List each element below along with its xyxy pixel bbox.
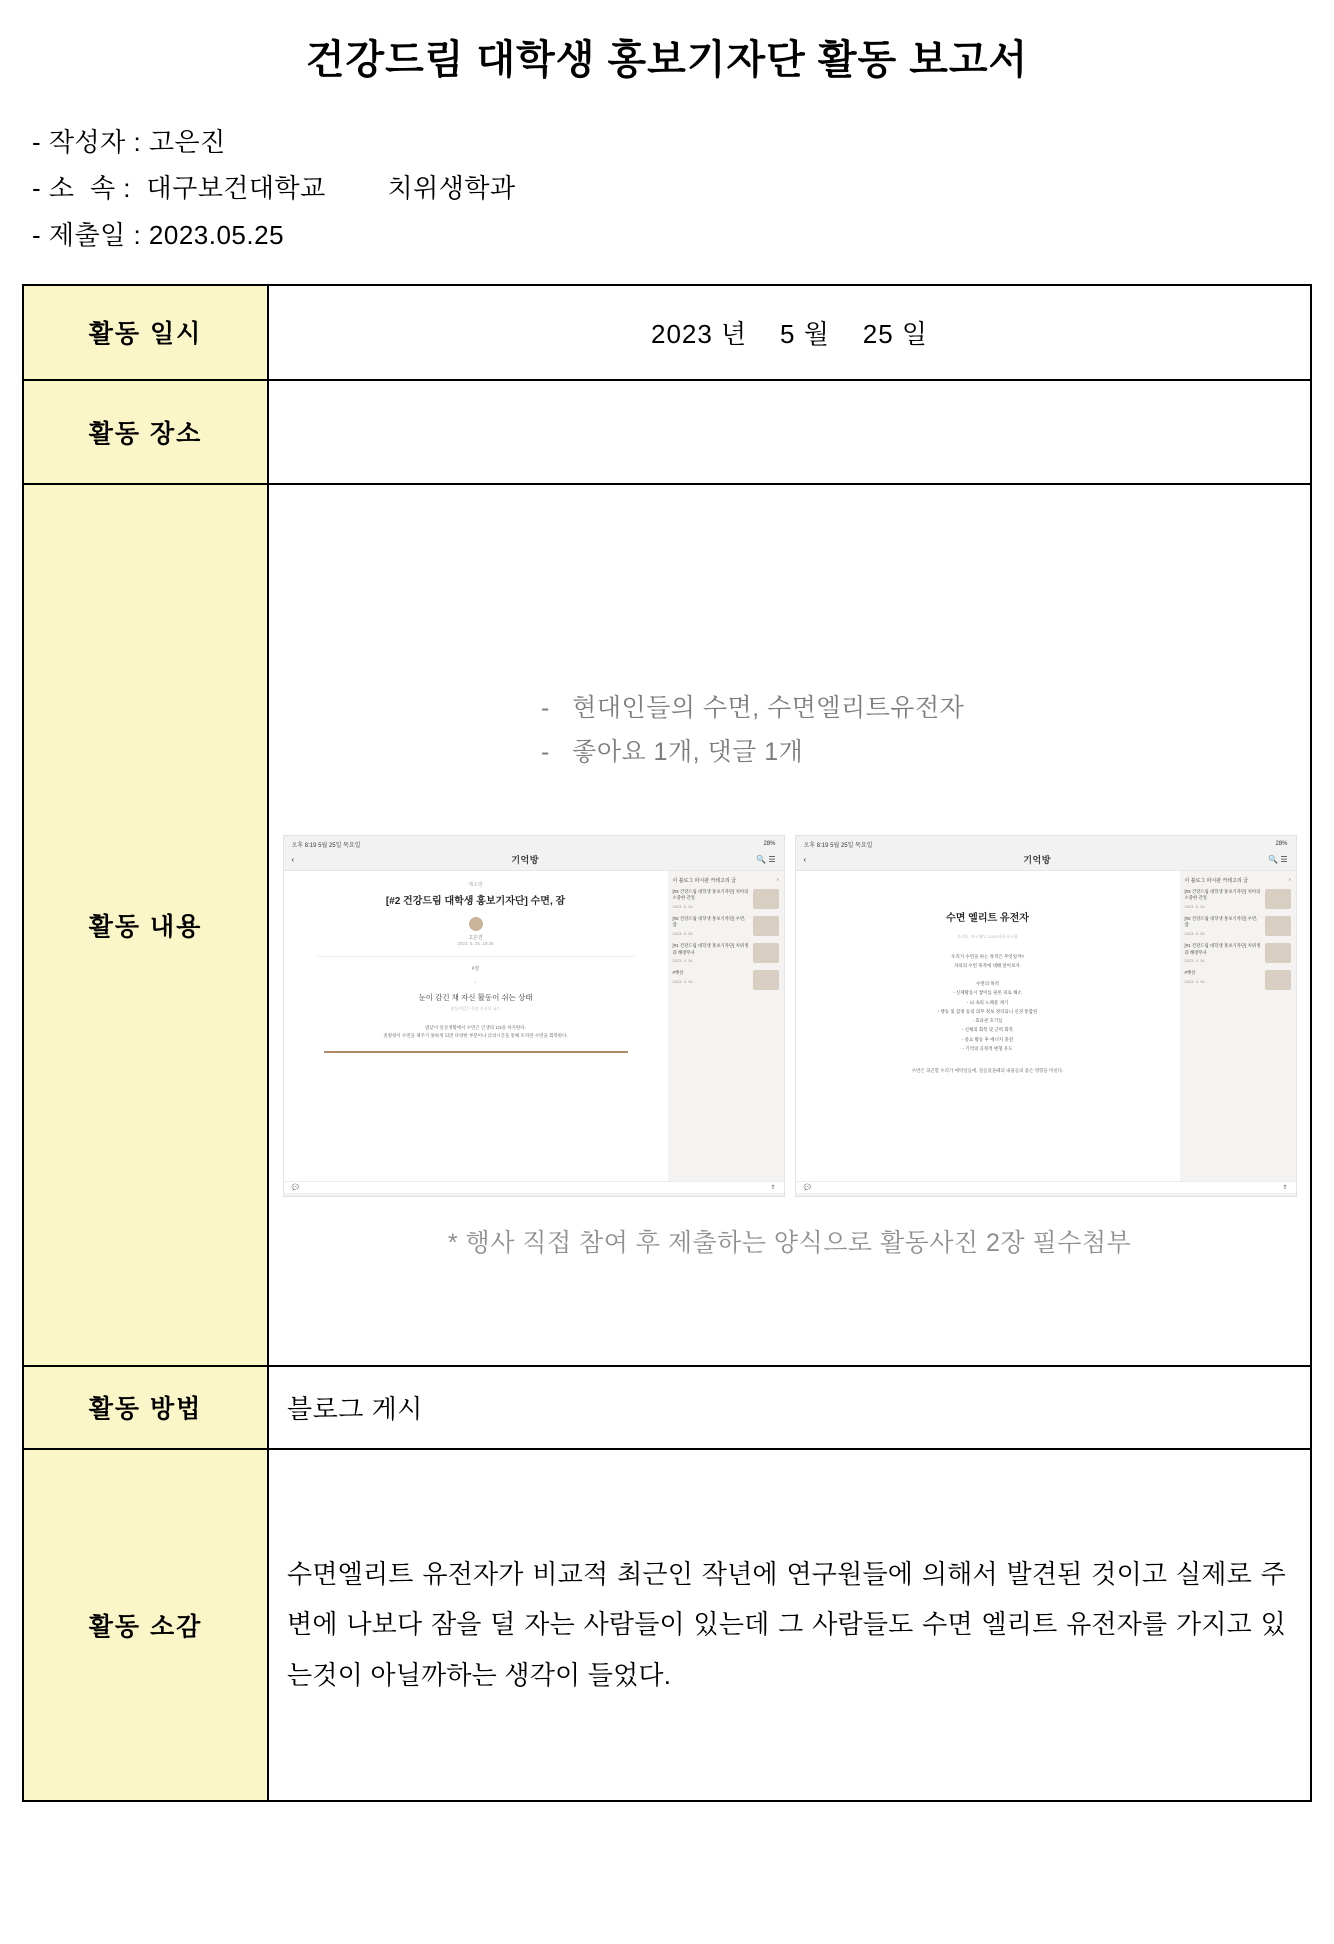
- comment-icon: 💬: [803, 1184, 811, 1191]
- quote-icon: “: [474, 981, 477, 988]
- thumbnail-image: [1265, 970, 1291, 990]
- content-bullets: [541, 687, 1310, 775]
- shot1-post-paragraph-2: 질병청이 수면을 제주기 못하게 되면 다양한 부분이나 낮의시간을 통해 모자란 수면을 회복한다.: [383, 1033, 568, 1039]
- thumbnail-image: [753, 970, 779, 990]
- shot2-sidebar-head-text: 이 블로그 파시판 카테고리 글: [1184, 877, 1249, 884]
- list-item: [1185, 970, 1291, 990]
- shot2-post-line-11: - 기억의 공정적 변형 유도: [962, 1045, 1013, 1051]
- row-label-content: 활동 내용: [23, 484, 268, 1366]
- shot2-statusbar: [796, 836, 1296, 851]
- shot2-post-line-3: [810, 970, 1166, 979]
- divider: [318, 956, 634, 957]
- row-label-place: 활동 장소: [23, 380, 268, 484]
- document-page: [0, 28, 1334, 1944]
- list-item: [1185, 916, 1291, 937]
- thumbnail-image: [1265, 916, 1291, 936]
- share-icon: ⇮: [1282, 1184, 1288, 1191]
- shot2-post-headline: 수면 엘리트 유전자: [946, 912, 1029, 924]
- shot2-post-subhead: 우리도, 연구해도 12/24이하 요구함: [957, 933, 1018, 939]
- thumbnail-image: [753, 943, 779, 963]
- row-value-place-cell: [268, 380, 1311, 484]
- table-row-date: [23, 285, 1311, 380]
- shot2-sidebar-item-1-date: 2023. 6. 24.: [1184, 903, 1206, 909]
- shot2-footerbar: [796, 1181, 1296, 1193]
- shot2-sidebar-item-1-text: [#3 건강드림 대학생 홍보기자단] 치아의 소중한 간절: [1184, 888, 1261, 901]
- shot1-sidebar-head-text: 이 블로그 파시판 카테고리 글: [672, 877, 737, 884]
- shot1-post-author: 고은진: [468, 934, 483, 941]
- shot1-post-paragraph-1: 밤낮이 일상생활에서 수면은 인생의 1/3을 차지한다.: [425, 1024, 526, 1030]
- content-bullet-2: - 좋아요 1개, 댓글 1개: [541, 737, 804, 766]
- back-icon: ‹: [803, 854, 807, 864]
- shot1-sidebar: [668, 871, 784, 1181]
- shot1-sidebar-item-2-text: [#2 건강드림 대학생 홍보기자단] 수면, 잠: [672, 915, 746, 928]
- row-value-method-cell: [268, 1366, 1311, 1449]
- back-icon: ‹: [291, 854, 295, 864]
- shot2-post-line-4: 수면의 목적: [976, 981, 999, 987]
- activity-photo-2: [795, 835, 1297, 1197]
- shot1-appbar-title: 기억방: [511, 854, 539, 865]
- shot2-post-line-7: - 행동 및 감정 등의 의무 정보 정리되니 신경 통합된: [937, 1008, 1038, 1014]
- shot2-appbar-actions: 🔍 ☰: [1268, 854, 1288, 864]
- row-value-content-cell: [268, 484, 1311, 1366]
- shot1-sidebar-item-1-text: [#3 건강드림 대학생 홍보기자단] 치아의 소중한 간절: [672, 888, 749, 901]
- shot1-statusbar-left: 오후 8:19 5월 25일 목요일: [291, 842, 361, 849]
- shot1-sidebar-item-2-date: 2023. 5. 25.: [672, 930, 694, 936]
- shot2-sidebar: [1180, 871, 1296, 1181]
- thumbnail-image: [1265, 943, 1291, 963]
- shot2-sidebar-item-4-text: #햇살: [1184, 970, 1196, 976]
- list-item: [1185, 889, 1291, 910]
- chevron-right-icon: ›: [1288, 876, 1291, 883]
- shot1-post-quote-sub: 잠들어있는 동안 우리의 뇌는: [450, 1005, 501, 1011]
- chevron-right-icon: ›: [776, 876, 779, 883]
- shot1-sidebar-head: [673, 877, 779, 884]
- shot2-post-line-5: - 신체활동시 쌓이를 물론 피로 해소: [953, 990, 1022, 996]
- shot2-sidebar-head: [1185, 877, 1291, 884]
- list-item: [673, 970, 779, 990]
- shot2-appbar: [796, 851, 1296, 871]
- shot2-post-line-1: 우리가 수면을 하는 목적은 무엇일까?: [951, 953, 1024, 959]
- document-meta: [32, 119, 1312, 258]
- shot1-statusbar: [284, 836, 784, 851]
- shot2-post-line-10: - 중요 활동 후 에너지 충전: [961, 1036, 1014, 1042]
- shot2-sidebar-item-2-date: 2023. 5. 25.: [1184, 930, 1206, 936]
- avatar: [469, 917, 483, 931]
- shot2-appbar-title: 기억방: [1023, 854, 1051, 865]
- row-label-impression: 활동 소감: [23, 1449, 268, 1801]
- row-value-date: 2023 년 5 월 25 일: [650, 318, 929, 349]
- meta-submit-date: - 제출일 : 2023.05.25: [32, 219, 285, 250]
- row-label-date: 활동 일시: [23, 285, 268, 380]
- page-title: 건강드림 대학생 홍보기자단 활동 보고서: [305, 38, 1029, 82]
- table-row-impression: [23, 1449, 1311, 1801]
- shot1-appbar-actions: 🔍 ☰: [756, 854, 776, 864]
- shot1-post: [284, 871, 668, 1181]
- content-bullet-1: - 현대인들의 수면, 수면엘리트유전자: [541, 694, 965, 723]
- shot2-body: [796, 871, 1296, 1181]
- thumbnail-image: [1265, 889, 1291, 909]
- meta-affiliation: - 소 속 : 대구보건대학교 치위생학과: [32, 173, 516, 204]
- shot1-sidebar-item-4-date: 2023. 4. 24.: [672, 978, 694, 984]
- comment-icon: 💬: [291, 1184, 299, 1191]
- shot1-post-tag: #잠: [471, 965, 480, 972]
- content-note: * 행사 직접 참여 후 제출하는 양식으로 활동사진 2장 필수첨부: [447, 1228, 1132, 1257]
- shot2-post: [796, 871, 1180, 1181]
- row-value-impression: 수면엘리트 유전자가 비교적 최근인 작년에 연구원들에 의해서 발견된 것이고 실제로 주변에 나보다 잠을 덜 자는 사람들이 있는데 그 사람들도 수면 엘리트 유전자를 가지고 있는것이 아닐까하는 생각이 들었다.: [287, 1558, 1286, 1691]
- shot2-post-footer-note: 수면은 피곤할 우리가 예약일들에, 질들었을때의 내용들의 좋은 영향을 미친다.: [911, 1067, 1064, 1073]
- table-row-content: [23, 484, 1311, 1366]
- shot1-post-underline: [324, 1051, 628, 1053]
- shot1-statusbar-right: 28%: [763, 841, 776, 848]
- row-label-method: 활동 방법: [23, 1366, 268, 1449]
- table-row-place: [23, 380, 1311, 484]
- list-item: [1185, 943, 1291, 964]
- shot2-post-lines: [810, 952, 1166, 1053]
- activity-photos: [269, 835, 1310, 1197]
- shot2-sidebar-item-4-date: 2023. 4. 24.: [1184, 978, 1206, 984]
- shot2-sidebar-item-2-text: [#2 건강드림 대학생 홍보기자단] 수면, 잠: [1184, 915, 1258, 928]
- shot1-footerbar: [284, 1181, 784, 1193]
- shot1-post-quote: 눈이 감긴 채 자신 활동이 쉬는 상태: [418, 992, 533, 1002]
- shot1-sidebar-item-4-text: #햇살: [672, 970, 684, 976]
- meta-author: - 작성자 : 고은진: [32, 127, 226, 157]
- row-value-date-cell: [268, 285, 1311, 380]
- row-value-method: 블로그 게시: [287, 1393, 423, 1424]
- shot2-post-line-2: 자의의 수면 목적에 대해 알아보자.: [953, 962, 1022, 968]
- list-item: [673, 943, 779, 964]
- list-item: [673, 889, 779, 910]
- shot2-post-line-8: - 효과관 호기심: [972, 1018, 1003, 1024]
- row-value-place: [269, 381, 1310, 483]
- shot2-statusbar-right: 28%: [1275, 841, 1288, 848]
- shot1-sidebar-item-3-date: 2023. 4. 24.: [672, 958, 694, 964]
- shot2-post-line-9: - 신체의 회복 및 근력 회복: [961, 1027, 1014, 1033]
- shot1-post-stamp: 2023. 5. 25. 19:35: [457, 940, 494, 946]
- shot2-sidebar-item-3-text: [#1 건강드림 대학생 홍보기자단] 치위생과 해방무사: [1184, 942, 1261, 955]
- shot2-post-line-6: - 뇌 속의 노폐물 제거: [966, 999, 1009, 1005]
- thumbnail-image: [753, 889, 779, 909]
- shot2-sidebar-item-3-date: 2023. 4. 24.: [1184, 958, 1206, 964]
- shot1-sidebar-item-3-text: [#1 건강드림 대학생 홍보기자단] 치위생과 해방무사: [672, 942, 749, 955]
- activity-photo-1: [283, 835, 785, 1197]
- table-row-method: [23, 1366, 1311, 1449]
- row-value-impression-cell: [268, 1449, 1311, 1801]
- shot1-sidebar-item-1-date: 2023. 6. 24.: [672, 903, 694, 909]
- list-item: [673, 916, 779, 937]
- shot1-post-category: 제소방: [468, 881, 483, 888]
- shot1-post-headline: [#2 건강드림 대학생 홍보기자단] 수면, 잠: [385, 895, 566, 907]
- shot1-appbar: [284, 851, 784, 871]
- shot1-body: [284, 871, 784, 1181]
- share-icon: ⇮: [770, 1184, 776, 1191]
- shot2-statusbar-left: 오후 8:19 5월 25일 목요일: [803, 842, 873, 849]
- activity-report-table: [22, 284, 1312, 1802]
- thumbnail-image: [753, 916, 779, 936]
